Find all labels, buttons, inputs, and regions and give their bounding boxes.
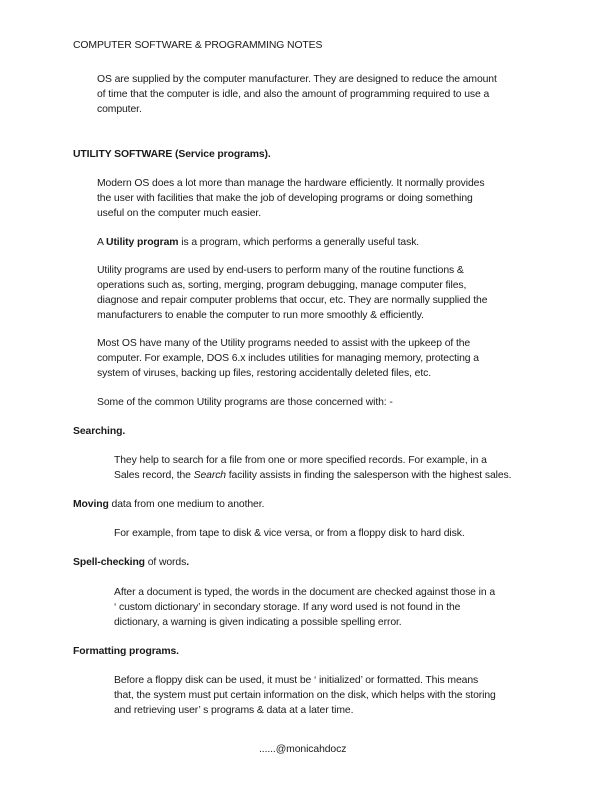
formatting-line-3: and retrieving user’ s programs & data at a later time.	[114, 705, 354, 716]
spell-heading-bold: Spell-checking	[73, 557, 145, 568]
para4-line-3: system of viruses, backing up files, restoring accidentally deleted files, etc.	[97, 368, 431, 379]
para4-line-1: Most OS have many of the Utility programs needed to assist with the upkeep of the	[97, 338, 471, 349]
formatting-line-1: Before a floppy disk can be used, it must be ‘ initialized’ or formatted. This means	[114, 675, 479, 686]
spell-heading-dot: .	[186, 557, 189, 568]
intro-line-2: of time that the computer is idle, and also the amount of programming required to use a	[97, 89, 490, 100]
para1-line-3: useful on the computer much easier.	[97, 208, 261, 219]
definition-prefix: A	[97, 237, 107, 248]
footer-credit: ......@monicahdocz	[259, 744, 347, 755]
spell-line-3: dictionary, a warning is given indicating a possible spelling error.	[114, 617, 402, 628]
spell-heading-rest: of words	[144, 557, 187, 568]
definition-term: Utility program	[106, 237, 179, 248]
intro-line-3: computer.	[97, 104, 142, 115]
searching-line-2-b: facility assists in finding the salesperson with the highest sales.	[225, 470, 512, 481]
spell-line-2: ‘ custom dictionary’ in secondary storage. If any word used is not found in the	[114, 602, 461, 613]
para3-line-3: diagnose and repair computer problems that occur, etc. They are normally supplied the	[97, 295, 488, 306]
searching-line-2	[114, 469, 511, 482]
section-heading: UTILITY SOFTWARE (Service programs).	[73, 149, 271, 160]
spell-line-1: After a document is typed, the words in the document are checked against those in a	[114, 587, 495, 598]
moving-heading-rest: data from one medium to another.	[108, 499, 265, 510]
page-header-title: COMPUTER SOFTWARE & PROGRAMMING NOTES	[73, 40, 323, 51]
para3-line-1: Utility programs are used by end-users to perform many of the routine functions &	[97, 265, 464, 276]
formatting-line-2: that, the system must put certain information on the disk, which helps with the storing	[114, 690, 496, 701]
para3-line-2: operations such as, sorting, merging, program debugging, manage computer files,	[97, 280, 467, 291]
searching-line-2-a: Sales record, the	[114, 470, 194, 481]
para1-line-1: Modern OS does a lot more than manage the hardware efficiently. It normally provides	[97, 178, 485, 189]
para4-line-2: computer. For example, DOS 6.x includes utilities for managing memory, protecting a	[97, 353, 479, 364]
searching-line-1: They help to search for a file from one or more specified records. For example, in a	[114, 455, 487, 466]
intro-line-1: OS are supplied by the computer manufacturer. They are designed to reduce the amount	[97, 74, 497, 85]
para1-line-2: the user with facilities that make the job of developing programs or doing something	[97, 193, 473, 204]
moving-heading-bold: Moving	[73, 499, 109, 510]
searching-heading: Searching.	[73, 426, 126, 437]
search-term-italic: Search	[193, 470, 226, 481]
moving-line-1: For example, from tape to disk & vice versa, or from a floppy disk to hard disk.	[114, 528, 465, 539]
para3-line-4: manufacturers to enable the computer to run more smoothly & efficiently.	[97, 310, 424, 321]
moving-heading	[73, 498, 264, 511]
definition-suffix: is a program, which performs a generally useful task.	[178, 237, 420, 248]
definition-line	[97, 236, 419, 249]
list-intro: Some of the common Utility programs are those concerned with: -	[97, 397, 393, 408]
formatting-heading: Formatting programs.	[73, 646, 179, 657]
spell-heading	[73, 556, 189, 569]
